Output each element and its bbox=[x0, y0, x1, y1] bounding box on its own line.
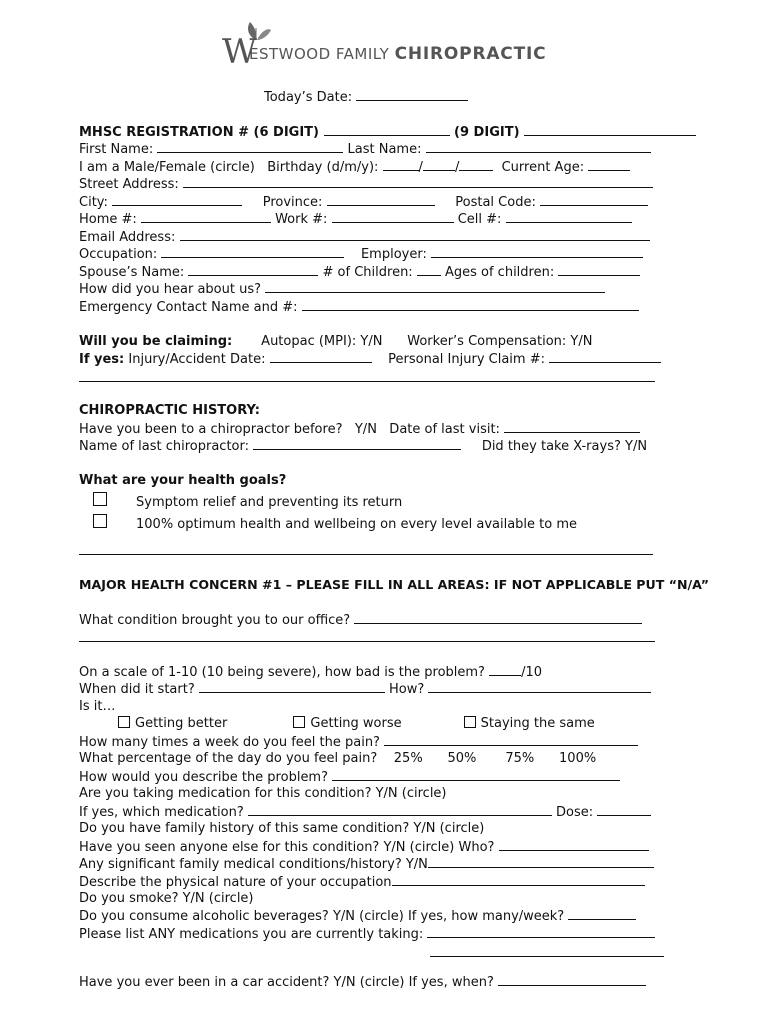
car-accident-field[interactable] bbox=[498, 974, 646, 986]
staying-same-checkbox[interactable] bbox=[464, 716, 476, 728]
list-meds-row: Please list ANY medications you are currently taking: bbox=[79, 926, 655, 943]
province-field[interactable] bbox=[327, 194, 435, 206]
home-phone-field[interactable] bbox=[141, 211, 271, 223]
family-conditions-row: Any significant family medical conditions/history? Y/N bbox=[79, 856, 654, 873]
divider[interactable] bbox=[79, 554, 653, 555]
smoke-row: Do you smoke? Y/N (circle) bbox=[79, 891, 254, 906]
is-it-label: Is it… bbox=[79, 699, 116, 714]
describe-row: How would you describe the problem? bbox=[79, 769, 620, 786]
medication-row: Are you taking medication for this condition? Y/N (circle) bbox=[79, 786, 447, 801]
percentage-row: What percentage of the day do you feel pain? 25% 50% 75% 100% bbox=[79, 751, 597, 766]
emergency-field[interactable] bbox=[302, 299, 639, 311]
todays-date-row: Today’s Date: bbox=[264, 89, 468, 106]
pct-option[interactable]: 25% bbox=[393, 751, 423, 766]
logo-name: ESTWOOD FAMILY CHIROPRACTIC bbox=[249, 44, 547, 64]
postal-field[interactable] bbox=[540, 194, 648, 206]
occupation-field[interactable] bbox=[161, 246, 344, 258]
injury-date-field[interactable] bbox=[270, 351, 372, 363]
phone-row: Home #: Work #: Cell #: bbox=[79, 211, 632, 228]
pct-option[interactable]: 50% bbox=[447, 751, 477, 766]
goal-option-1: Symptom relief and preventing its return bbox=[136, 495, 403, 510]
occupation-row: Occupation: Employer: bbox=[79, 246, 643, 263]
city-row: City: Province: Postal Code: bbox=[79, 194, 648, 211]
sex-birthday-row: I am a Male/Female (circle) Birthday (d/m/y): / / Current Age: bbox=[79, 159, 630, 176]
logo-name-bold: CHIROPRACTIC bbox=[394, 44, 547, 64]
car-accident-row: Have you ever been in a car accident? Y/N (circle) If yes, when? bbox=[79, 974, 646, 991]
goal-checkbox-2[interactable] bbox=[93, 514, 107, 528]
first-name-field[interactable] bbox=[157, 141, 343, 153]
logo-initial: W bbox=[222, 32, 257, 72]
list-meds-field[interactable] bbox=[427, 926, 655, 938]
chiro-heading: CHIROPRACTIC HISTORY: bbox=[79, 403, 261, 418]
physical-nature-field[interactable] bbox=[392, 874, 645, 886]
goal-option-2: 100% optimum health and wellbeing on every level available to me bbox=[136, 517, 578, 532]
list-meds-field-line-2[interactable] bbox=[430, 956, 664, 957]
seen-else-row: Have you seen anyone else for this condition? Y/N (circle) Who? bbox=[79, 839, 649, 856]
work-phone-field[interactable] bbox=[332, 211, 454, 223]
email-field[interactable] bbox=[180, 229, 650, 241]
claim-row: Will you be claiming: Autopac (MPI): Y/N Worker’s Compensation: Y/N bbox=[79, 334, 593, 349]
times-week-row: How many times a week do you feel the pain? bbox=[79, 734, 638, 751]
cell-phone-field[interactable] bbox=[506, 211, 632, 223]
divider[interactable] bbox=[79, 381, 655, 382]
injury-row: If yes: Injury/Accident Date: Personal Injury Claim #: bbox=[79, 351, 661, 368]
ages-field[interactable] bbox=[558, 264, 640, 276]
employer-field[interactable] bbox=[431, 246, 643, 258]
start-row: When did it start? How? bbox=[79, 681, 651, 698]
pct-option[interactable]: 75% bbox=[505, 751, 535, 766]
times-week-field[interactable] bbox=[384, 734, 638, 746]
children-field[interactable] bbox=[417, 264, 441, 276]
chiro-before-row: Have you been to a chiropractor before? Y/N Date of last visit: bbox=[79, 421, 640, 438]
how-field[interactable] bbox=[428, 681, 651, 693]
concern-heading: MAJOR HEALTH CONCERN #1 – PLEASE FILL IN ALL AREAS: IF NOT APPLICABLE PUT “N/A” bbox=[79, 577, 710, 592]
street-field[interactable] bbox=[183, 176, 653, 188]
scale-row: On a scale of 1-10 (10 being severe), how bad is the problem? /10 bbox=[79, 665, 543, 680]
alcohol-field[interactable] bbox=[568, 908, 636, 920]
pi-claim-field[interactable] bbox=[549, 351, 661, 363]
goal-checkbox-1[interactable] bbox=[93, 492, 107, 506]
birth-year-field[interactable] bbox=[459, 159, 493, 171]
city-field[interactable] bbox=[112, 194, 242, 206]
condition-field-line-2[interactable] bbox=[79, 641, 655, 642]
spouse-row: Spouse’s Name: # of Children: Ages of children: bbox=[79, 264, 640, 281]
alcohol-row: Do you consume alcoholic beverages? Y/N (circle) If yes, how many/week? bbox=[79, 908, 636, 925]
email-row: Email Address: bbox=[79, 229, 650, 246]
hear-row: How did you hear about us? bbox=[79, 281, 605, 298]
street-row: Street Address: bbox=[79, 176, 653, 193]
emergency-row: Emergency Contact Name and #: bbox=[79, 299, 639, 316]
mhsc-6-field[interactable] bbox=[324, 124, 450, 136]
todays-date-field[interactable] bbox=[356, 89, 468, 101]
start-field[interactable] bbox=[199, 681, 385, 693]
current-age-field[interactable] bbox=[588, 159, 630, 171]
pct-option[interactable]: 100% bbox=[559, 751, 597, 766]
physical-nature-row: Describe the physical nature of your occupation bbox=[79, 874, 645, 891]
birth-month-field[interactable] bbox=[423, 159, 455, 171]
name-row: First Name: Last Name: bbox=[79, 141, 651, 158]
getting-worse-checkbox[interactable] bbox=[293, 716, 305, 728]
westwood-logo bbox=[222, 18, 562, 72]
which-med-field[interactable] bbox=[248, 804, 552, 816]
which-med-row: If yes, which medication? Dose: bbox=[79, 804, 651, 821]
dose-field[interactable] bbox=[597, 804, 651, 816]
goals-heading: What are your health goals? bbox=[79, 473, 287, 488]
last-visit-field[interactable] bbox=[504, 421, 640, 433]
mhsc-row: MHSC REGISTRATION # (6 DIGIT) (9 DIGIT) bbox=[79, 124, 696, 141]
last-name-field[interactable] bbox=[426, 141, 651, 153]
birth-day-field[interactable] bbox=[383, 159, 419, 171]
family-conditions-field[interactable] bbox=[428, 856, 654, 868]
condition-row: What condition brought you to our office? bbox=[79, 612, 642, 629]
mhsc-9-field[interactable] bbox=[524, 124, 696, 136]
trend-row: Getting better Getting worse Staying the same bbox=[118, 716, 595, 732]
describe-field[interactable] bbox=[332, 769, 620, 781]
hear-field[interactable] bbox=[265, 281, 605, 293]
getting-better-checkbox[interactable] bbox=[118, 716, 130, 728]
scale-field[interactable] bbox=[489, 664, 521, 676]
last-chiro-field[interactable] bbox=[253, 438, 461, 450]
condition-field[interactable] bbox=[354, 612, 642, 624]
spouse-field[interactable] bbox=[188, 264, 318, 276]
family-history-row: Do you have family history of this same condition? Y/N (circle) bbox=[79, 821, 485, 836]
chiro-name-row: Name of last chiropractor: Did they take X-rays? Y/N bbox=[79, 439, 648, 454]
who-field[interactable] bbox=[499, 839, 649, 851]
